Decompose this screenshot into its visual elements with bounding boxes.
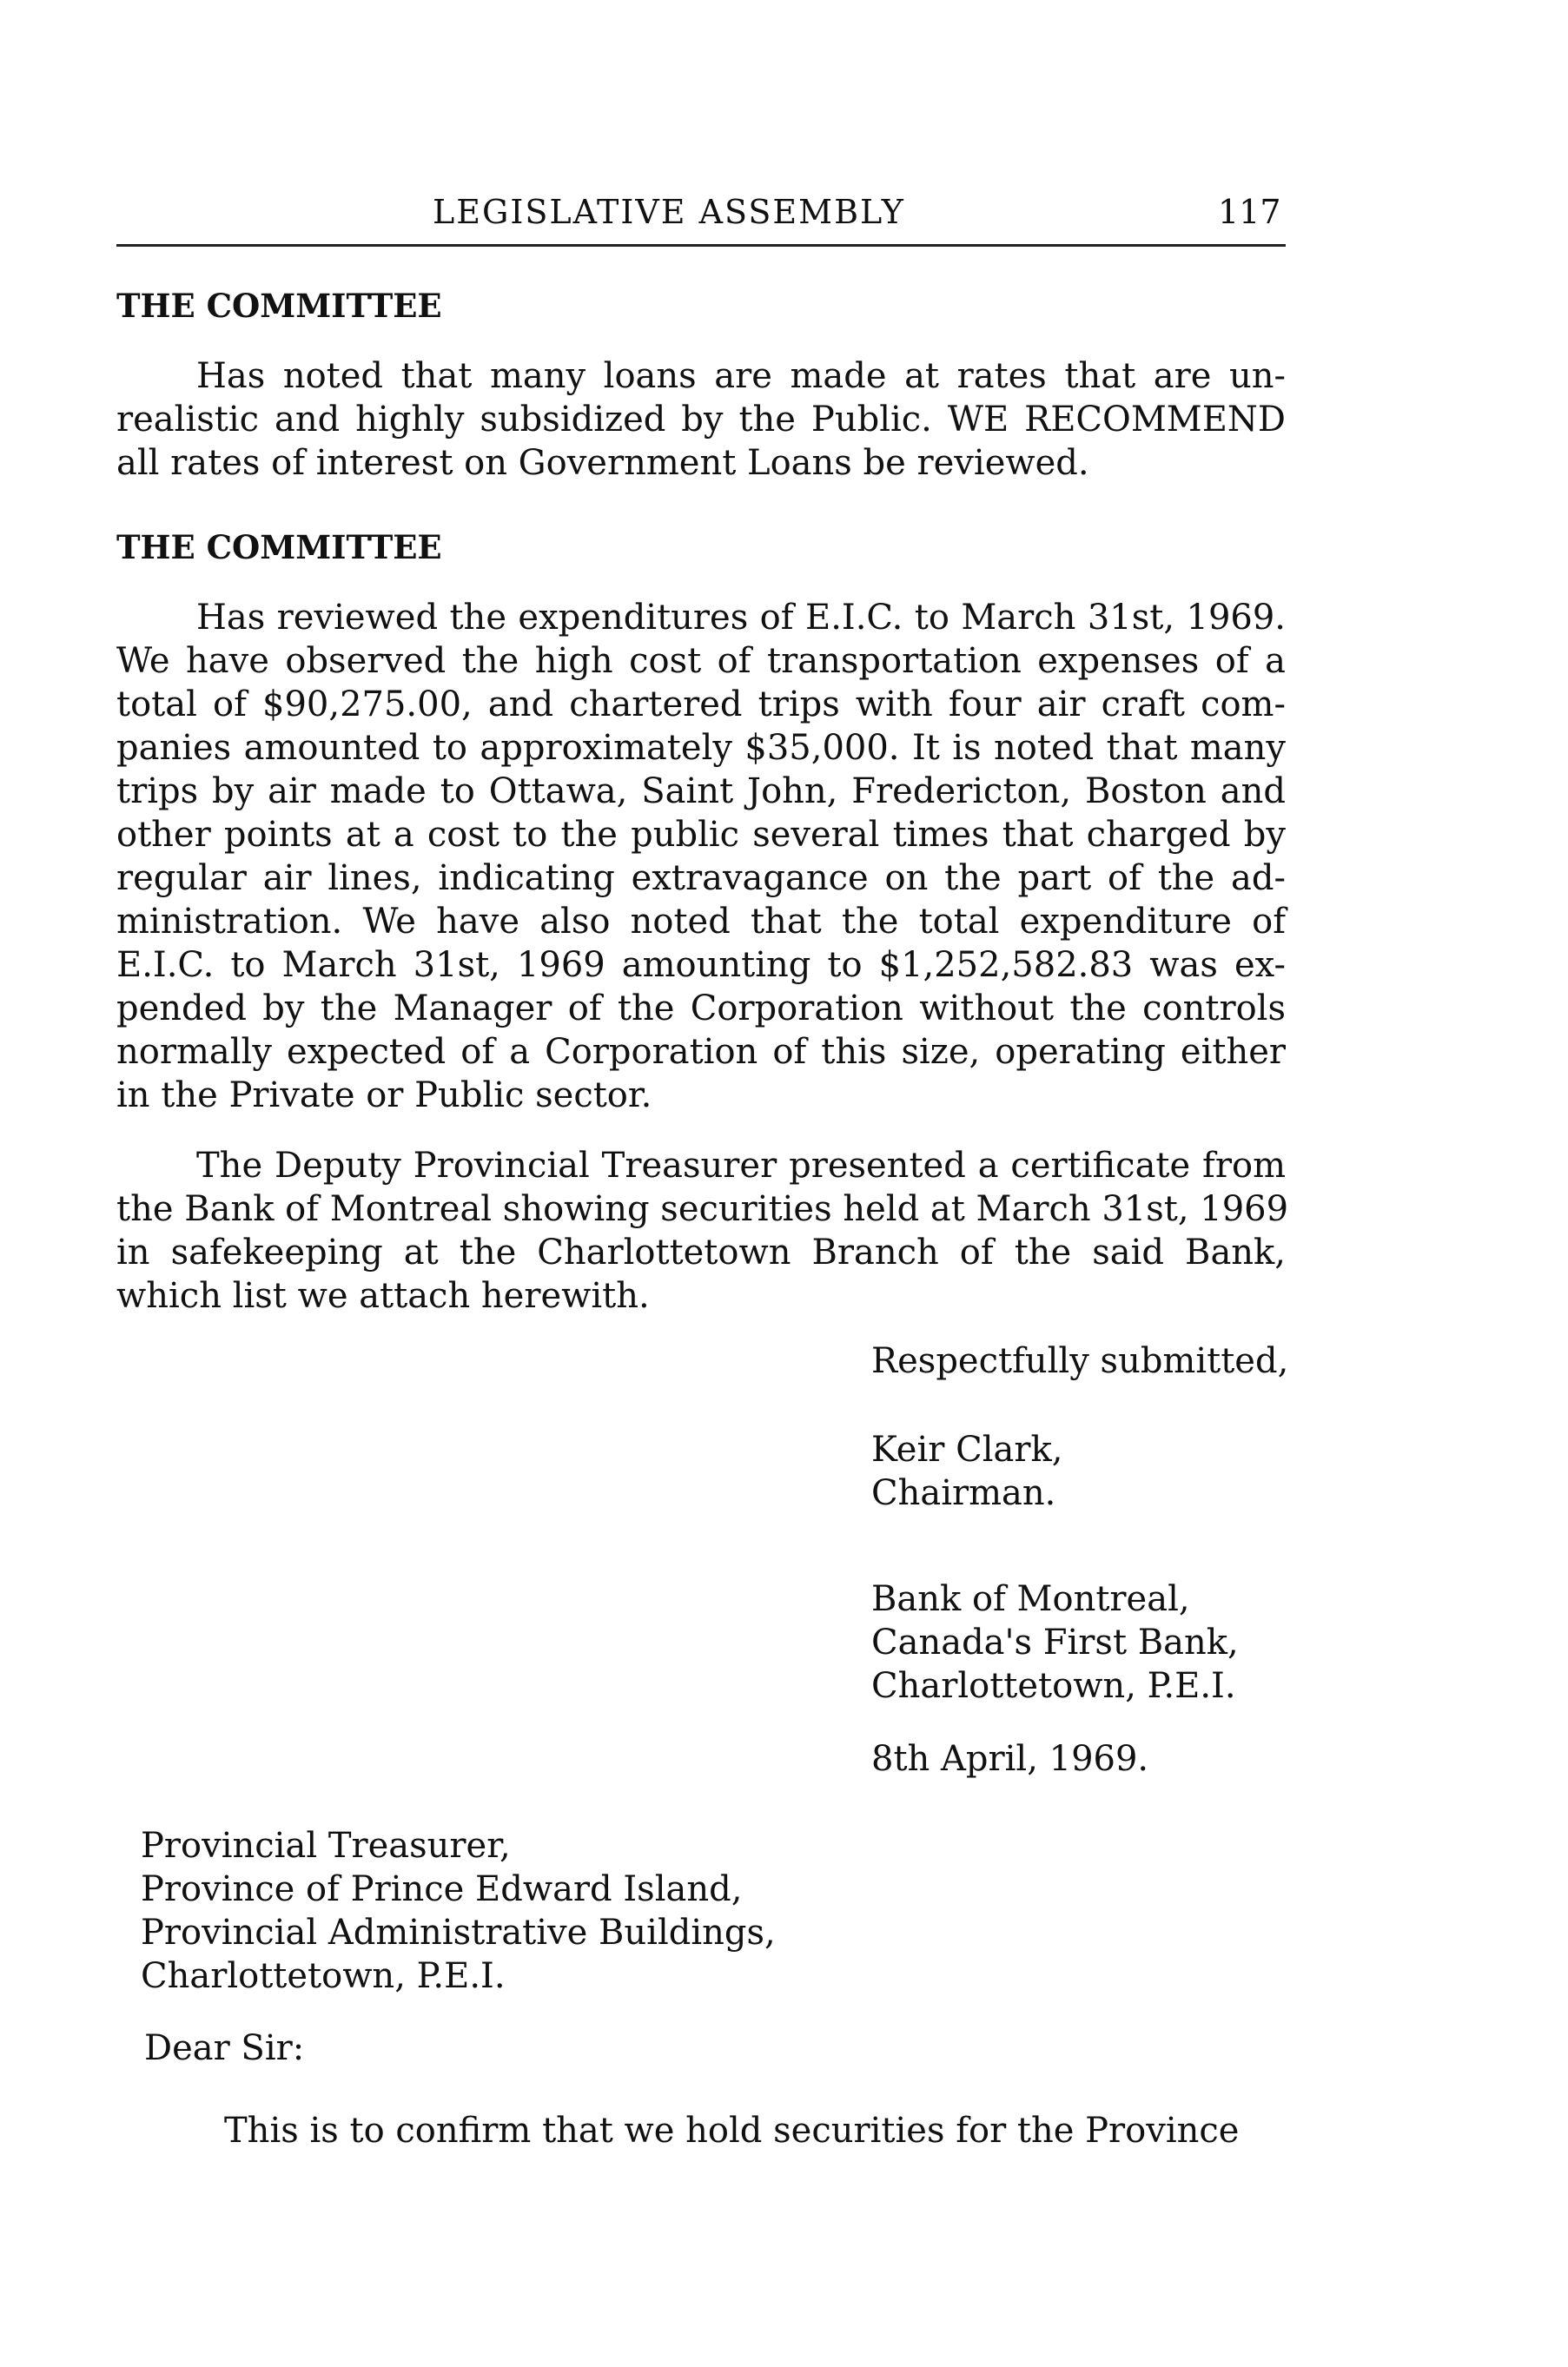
address-line: Provincial Treasurer, bbox=[141, 1826, 511, 1866]
paragraph-line: realistic and highly subsidized by the Public. WE RECOMMEND bbox=[116, 400, 1286, 440]
paragraph-line: the Bank of Montreal showing securities held at March 31st, 1969 bbox=[116, 1189, 1289, 1229]
signature-block bbox=[871, 1428, 1062, 1515]
letter-date bbox=[871, 1737, 1148, 1781]
address-line: Provincial Administrative Buildings, bbox=[141, 1913, 776, 1953]
greeting bbox=[144, 2026, 304, 2070]
paragraph-line: trips by air made to Ottawa, Saint John, Fredericton, Boston and bbox=[116, 771, 1286, 811]
paragraph-line: Has noted that many loans are made at rates that are un- bbox=[196, 356, 1286, 396]
address-line: Canada's First Bank, bbox=[871, 1623, 1239, 1663]
bank-address bbox=[871, 1577, 1239, 1708]
recipient-address bbox=[141, 1824, 776, 1998]
address-line: Charlottetown, P.E.I. bbox=[141, 1956, 506, 1996]
page-number: 117 bbox=[1218, 193, 1281, 231]
closing-salutation-text: Respectfully submitted, bbox=[871, 1341, 1289, 1381]
paragraph-line: pended by the Manager of the Corporation without the controls bbox=[116, 988, 1286, 1028]
section-heading: THE COMMITTEE bbox=[116, 287, 442, 325]
running-head: LEGISLATIVE ASSEMBLY bbox=[433, 193, 905, 231]
paragraph-line: normally expected of a Corporation of this size, operating either bbox=[116, 1032, 1286, 1072]
paragraph-line: in the Private or Public sector. bbox=[116, 1075, 652, 1115]
paragraph-line: panies amounted to approximately $35,000. It is noted that many bbox=[116, 728, 1286, 768]
paragraph-line: ministration. We have also noted that the total expenditure of bbox=[116, 902, 1286, 942]
signatory-name: Keir Clark, bbox=[871, 1430, 1063, 1470]
deputy-paragraph bbox=[116, 1144, 1289, 1318]
letter-opening bbox=[224, 2109, 1239, 2152]
address-line: Charlottetown, P.E.I. bbox=[871, 1666, 1236, 1706]
paragraph-line: We have observed the high cost of transportation expenses of a bbox=[116, 641, 1286, 681]
paragraph-line: Has reviewed the expenditures of E.I.C. to March 31st, 1969. bbox=[196, 598, 1286, 638]
section-paragraph bbox=[116, 354, 1286, 485]
paragraph-line: regular air lines, indicating extravagance on the part of the ad- bbox=[116, 858, 1286, 898]
paragraph-line: all rates of interest on Government Loans be reviewed. bbox=[116, 443, 1089, 483]
address-line: Province of Prince Edward Island, bbox=[141, 1869, 743, 1909]
paragraph-line: The Deputy Provincial Treasurer presented a certificate from bbox=[196, 1146, 1286, 1186]
paragraph-line: total of $90,275.00, and chartered trips with four air craft com- bbox=[116, 684, 1286, 724]
paragraph-line: other points at a cost to the public several times that charged by bbox=[116, 815, 1286, 855]
address-line: Bank of Montreal, bbox=[871, 1579, 1190, 1619]
paragraph-line: in safekeeping at the Charlottetown Branch of the said Bank, bbox=[116, 1233, 1286, 1273]
letter-date-text: 8th April, 1969. bbox=[871, 1739, 1149, 1779]
signatory-title: Chairman. bbox=[871, 1473, 1056, 1513]
paragraph-line: E.I.C. to March 31st, 1969 amounting to $1,252,582.83 was ex- bbox=[116, 945, 1286, 985]
section-paragraph bbox=[116, 596, 1286, 1117]
header-rule bbox=[116, 244, 1286, 247]
paragraph-line: which list we attach herewith. bbox=[116, 1276, 650, 1316]
greeting-text: Dear Sir: bbox=[144, 2028, 305, 2068]
letter-opening-text: This is to confirm that we hold securities for the Province bbox=[224, 2111, 1240, 2151]
section-heading: THE COMMITTEE bbox=[116, 528, 442, 566]
closing-salutation bbox=[871, 1339, 1288, 1383]
